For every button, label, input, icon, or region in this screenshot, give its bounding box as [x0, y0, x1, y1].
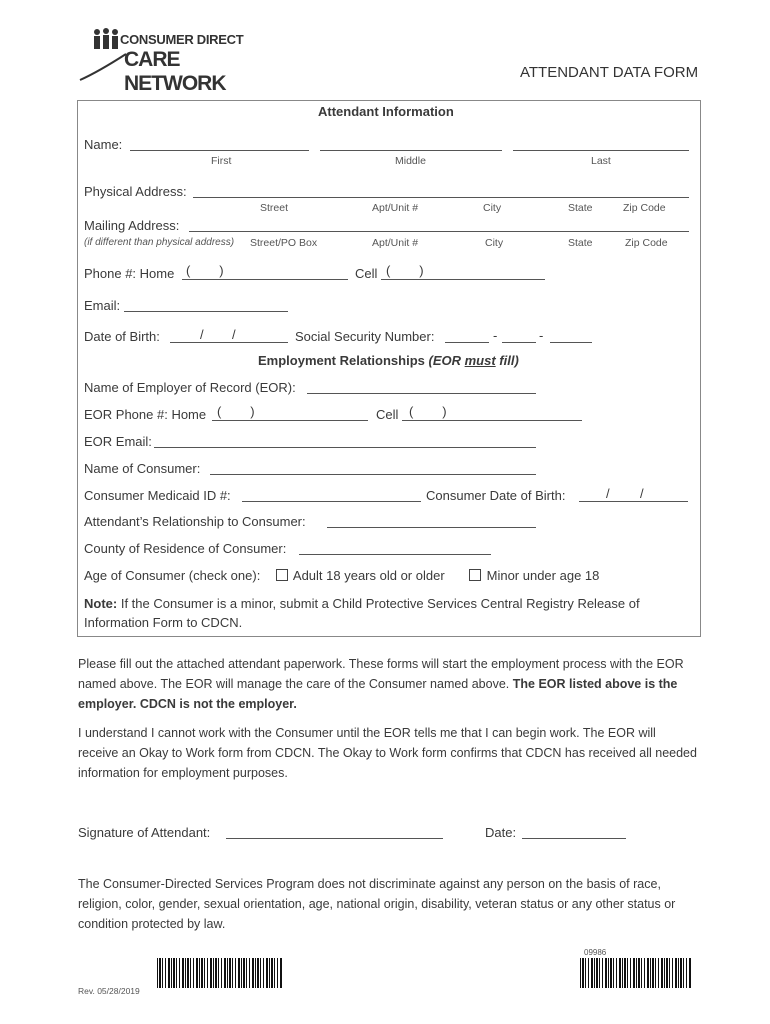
mail-apt-caption: Apt/Unit #: [372, 237, 419, 249]
middle-caption: Middle: [395, 155, 426, 167]
phys-zip-caption: Zip Code: [623, 202, 666, 214]
signature-field[interactable]: [226, 838, 443, 839]
employment-heading-eor: (EOR: [428, 353, 465, 368]
logo-line-2: CARE NETWORK: [124, 48, 226, 95]
logo-swoosh: [78, 48, 138, 83]
ssn-label: Social Security Number:: [295, 329, 435, 344]
instructions-p1-bold: The EOR listed above is the employer. CDCN is not the employer.: [78, 677, 678, 711]
last-name-field[interactable]: [513, 150, 689, 151]
barcode-right: [580, 958, 691, 988]
eor-home-phone-field[interactable]: [212, 420, 368, 421]
employment-heading-fill: fill): [495, 353, 519, 368]
mailing-address-label: Mailing Address:: [84, 218, 180, 233]
ssn-dash-1: -: [493, 328, 498, 343]
form-number: 09986: [584, 948, 607, 957]
eor-cell-label: Cell: [376, 407, 399, 422]
employment-heading: [258, 353, 519, 368]
ssn-dash-2: -: [539, 328, 544, 343]
eor-cell-parens: ( ): [409, 404, 447, 419]
ssn-field-2[interactable]: [502, 342, 536, 343]
instructions-p1-text: Please fill out the attached attendant paperwork. These forms will start the employment process with the EOR named above. The EOR will manage the care of the Consumer named above.: [78, 657, 684, 691]
dob-label: Date of Birth:: [84, 329, 160, 344]
employment-heading-main: Employment Relationships: [258, 353, 429, 368]
medicaid-field[interactable]: [242, 501, 421, 502]
ssn-field-3[interactable]: [550, 342, 592, 343]
eor-name-field[interactable]: [307, 393, 536, 394]
age-label: Age of Consumer (check one):: [84, 568, 261, 583]
mailing-note: (if different than physical address): [84, 237, 235, 248]
eor-cell-phone-field[interactable]: [402, 420, 582, 421]
physical-address-field[interactable]: [193, 197, 689, 198]
phys-apt-caption: Apt/Unit #: [372, 202, 419, 214]
medicaid-label: Consumer Medicaid ID #:: [84, 488, 231, 503]
revision-date: Rev. 05/28/2019: [78, 986, 140, 996]
county-field[interactable]: [299, 554, 491, 555]
home-phone-parens: ( ): [186, 263, 224, 278]
instructions-paragraph-1: [78, 654, 698, 714]
consumer-name-field[interactable]: [210, 474, 536, 475]
minor-note: [84, 594, 684, 632]
consumer-name-label: Name of Consumer:: [84, 461, 201, 476]
county-label: County of Residence of Consumer:: [84, 541, 287, 556]
minor-checkbox[interactable]: [469, 569, 481, 581]
adult-checkbox[interactable]: [276, 569, 288, 581]
mail-street-caption: Street/PO Box: [250, 237, 318, 249]
note-bold: Note:: [84, 596, 118, 611]
signature-label: Signature of Attendant:: [78, 825, 211, 840]
mail-city-caption: City: [485, 237, 504, 249]
last-caption: Last: [591, 155, 611, 167]
phone-label: Phone #: Home: [84, 266, 175, 281]
eor-email-field[interactable]: [154, 447, 536, 448]
consumer-dob-label: Consumer Date of Birth:: [426, 488, 566, 503]
employment-heading-must: must: [464, 353, 496, 368]
middle-name-field[interactable]: [320, 150, 502, 151]
eor-phone-label: EOR Phone #: Home: [84, 407, 207, 422]
date-label: Date:: [485, 825, 517, 840]
instructions-paragraph-2: I understand I cannot work with the Consumer until the EOR tells me that I can begin work. The EOR will receive an Okay to Work form from CDCN. The Okay to Work form confirms that CDCN has received all needed information for employment purposes.: [78, 726, 697, 780]
cell-label: Cell: [355, 266, 378, 281]
dob-slash-2: /: [232, 327, 236, 342]
relationship-label: Attendant’s Relationship to Consumer:: [84, 514, 306, 529]
people-icon: [92, 28, 122, 50]
age-adult-label: Adult 18 years old or older: [292, 568, 445, 583]
mail-zip-caption: Zip Code: [625, 237, 668, 249]
dob-slash-1: /: [200, 327, 204, 342]
name-label: Name:: [84, 137, 123, 152]
consumer-dob-slash-2: /: [640, 486, 644, 501]
logo-line-1: CONSUMER DIRECT: [120, 32, 244, 47]
eor-email-label: EOR Email:: [84, 434, 152, 449]
consumer-dob-slash-1: /: [606, 486, 610, 501]
relationship-field[interactable]: [327, 527, 536, 528]
eor-name-label: Name of Employer of Record (EOR):: [84, 380, 296, 395]
email-field[interactable]: [124, 311, 288, 312]
form-box: [77, 100, 701, 637]
note-text: If the Consumer is a minor, submit a Child Protective Services Central Registry Release of Information Form to CDCN.: [84, 596, 640, 630]
mail-state-caption: State: [568, 237, 593, 249]
age-minor-label: Minor under age 18: [486, 568, 600, 583]
cell-phone-field[interactable]: [381, 279, 545, 280]
phys-city-caption: City: [483, 202, 502, 214]
date-field[interactable]: [522, 838, 626, 839]
eor-home-parens: ( ): [217, 404, 255, 419]
nondiscrimination-statement: The Consumer-Directed Services Program does not discriminate against any person on the basis of race, religion, color, gender, sexual orientation, age, national origin, disability, veteran status or any other status or condition protected by law.: [78, 877, 676, 931]
first-caption: First: [211, 155, 232, 167]
phys-street-caption: Street: [260, 202, 289, 214]
home-phone-field[interactable]: [182, 279, 348, 280]
physical-address-label: Physical Address:: [84, 184, 187, 199]
dob-field[interactable]: [170, 342, 288, 343]
cell-phone-parens: ( ): [386, 263, 424, 278]
ssn-field-1[interactable]: [445, 342, 489, 343]
form-title: ATTENDANT DATA FORM: [520, 64, 699, 81]
barcode-left: [157, 958, 283, 988]
first-name-field[interactable]: [130, 150, 309, 151]
mailing-address-field[interactable]: [189, 231, 689, 232]
attendant-heading: Attendant Information: [318, 104, 454, 119]
logo: [78, 28, 263, 95]
age-minor-option[interactable]: [469, 568, 599, 583]
phys-state-caption: State: [568, 202, 593, 214]
age-adult-option[interactable]: [276, 568, 445, 583]
consumer-dob-field[interactable]: [579, 501, 688, 502]
email-label: Email:: [84, 298, 121, 313]
